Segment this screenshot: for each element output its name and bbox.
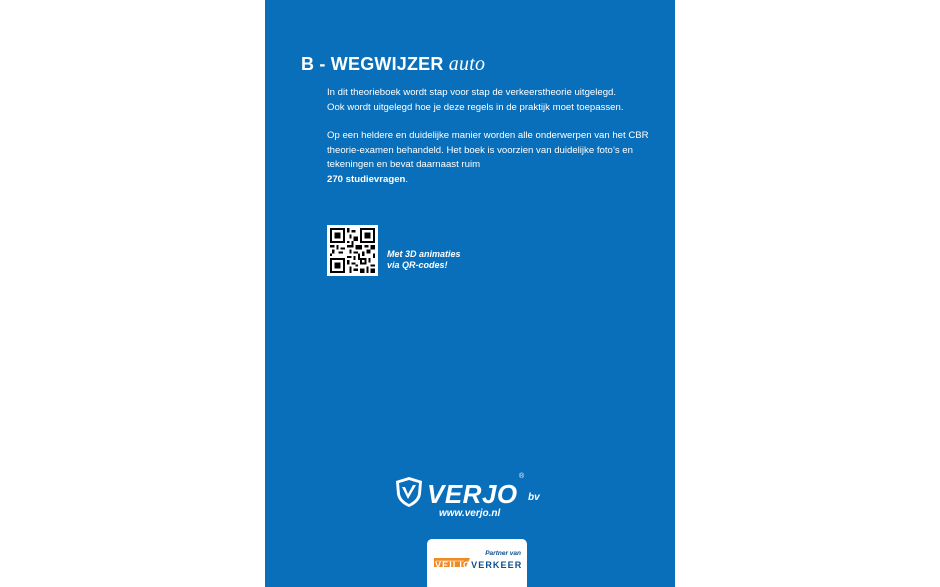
brand-name: VERJO bbox=[427, 479, 518, 509]
partner-name-second: VERKEER bbox=[471, 560, 523, 570]
partner-name-first: VEILIG bbox=[435, 560, 472, 570]
qr-caption-line: via QR-codes! bbox=[387, 260, 448, 270]
intro-line: In dit theorieboek wordt stap voor stap de verkeerstheorie uitgelegd. bbox=[327, 87, 617, 98]
cover-title bbox=[301, 53, 485, 76]
description-end: . bbox=[405, 173, 409, 185]
description-line: theorie-examen behandeld. Het boek is voorzien van duidelijke foto’s en bbox=[327, 144, 633, 156]
study-questions-count: 270 studievragen bbox=[327, 173, 406, 185]
intro-line: Ook wordt uitgelegd hoe je deze regels in de praktijk moet toepassen. bbox=[327, 101, 624, 113]
qr-caption-line: Met 3D animaties bbox=[387, 249, 461, 259]
partner-label: Partner van bbox=[485, 550, 521, 557]
book-back-cover bbox=[265, 0, 675, 587]
description-paragraph bbox=[327, 129, 667, 187]
qr-caption bbox=[387, 249, 461, 271]
title-suffix: auto bbox=[448, 53, 486, 75]
shield-logo-icon bbox=[395, 476, 423, 508]
registered-mark: ® bbox=[519, 473, 525, 480]
partner-name bbox=[435, 560, 522, 570]
verjo-logo bbox=[395, 472, 545, 512]
description-line: Op een heldere en duidelijke manier worden alle onderwerpen van het CBR bbox=[327, 130, 649, 141]
description-line-last bbox=[327, 173, 667, 188]
partner-badge bbox=[427, 539, 527, 587]
qr-code-icon bbox=[327, 225, 378, 276]
description-line: tekeningen en bevat daarnaast ruim bbox=[327, 159, 481, 170]
title-prefix: B - WEGWIJZER bbox=[301, 54, 444, 74]
intro-paragraph bbox=[327, 86, 667, 115]
website-url: www.verjo.nl bbox=[439, 508, 501, 519]
brand-suffix: bv bbox=[528, 492, 540, 503]
